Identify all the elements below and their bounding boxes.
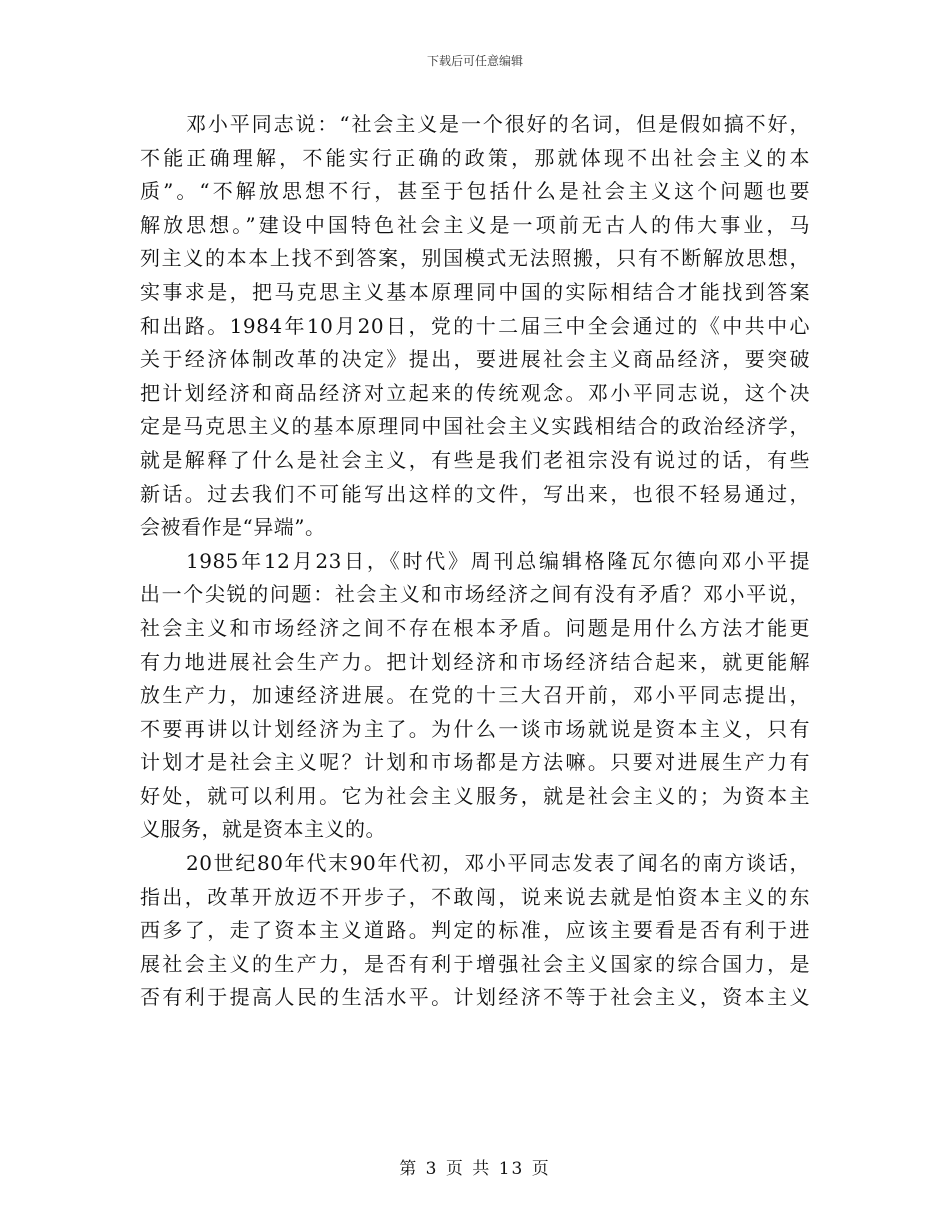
- paragraph-2: [140, 545, 810, 847]
- text-line: 20世纪80年代末90年代初，邓小平同志发表了闻名的南方谈话，: [186, 851, 810, 876]
- paragraph-3: [140, 847, 810, 1015]
- text-line: 关于经济体制改革的决定》提出，要进展社会主义商品经济，要突破: [140, 347, 810, 372]
- text-line: 否有利于提高人民的生活水平。计划经济不等于社会主义，资本主义: [140, 985, 810, 1010]
- text-line: 义服务，就是资本主义的。: [140, 817, 386, 842]
- text-line: 新话。过去我们不可能写出这样的文件，写出来，也很不轻易通过，: [140, 481, 810, 506]
- page-number: 第 3 页 共 13 页: [399, 1159, 551, 1179]
- text-line: 和出路。1984年10月20日，党的十二届三中全会通过的《中共中心: [140, 313, 810, 338]
- text-line: 计划才是社会主义呢？计划和市场都是方法嘛。只要对进展生产力有: [140, 750, 810, 775]
- text-line: 把计划经济和商品经济对立起来的传统观念。邓小平同志说，这个决: [140, 380, 810, 405]
- text-line: 邓小平同志说：“社会主义是一个很好的名词，但是假如搞不好，: [186, 112, 810, 136]
- text-line: 就是解释了什么是社会主义，有些是我们老祖宗没有说过的话，有些: [140, 447, 810, 472]
- text-line: 西多了，走了资本主义道路。判定的标准，应该主要看是否有利于进: [140, 918, 810, 943]
- document-body: [140, 108, 810, 1015]
- text-line: 质”。“不解放思想不行，甚至于包括什么是社会主义这个问题也要: [140, 179, 810, 204]
- text-line: 列主义的本本上找不到答案，别国模式无法照搬，只有不断解放思想，: [140, 246, 810, 271]
- paragraph-1: [140, 108, 810, 545]
- text-line: 不能正确理解，不能实行正确的政策，那就体现不出社会主义的本: [140, 145, 810, 170]
- text-line: 会被看作是“异端”。: [140, 515, 326, 540]
- page-header: [0, 52, 950, 69]
- text-line: 好处，就可以利用。它为社会主义服务，就是社会主义的；为资本主: [140, 783, 810, 808]
- header-note: 下载后可任意编辑: [426, 54, 523, 68]
- text-line: 社会主义和市场经济之间不存在根本矛盾。问题是用什么方法才能更: [140, 615, 810, 640]
- text-line: 有力地进展社会生产力。把计划经济和市场经济结合起来，就更能解: [140, 649, 810, 674]
- text-line: 展社会主义的生产力，是否有利于增强社会主义国家的综合国力，是: [140, 951, 810, 976]
- text-line: 1985年12月23日，《时代》周刊总编辑格隆瓦尔德向邓小平提: [186, 548, 810, 573]
- text-line: 指出，改革开放迈不开步子，不敢闯，说来说去就是怕资本主义的东: [140, 884, 810, 909]
- text-line: 放生产力，加速经济进展。在党的十三大召开前，邓小平同志提出，: [140, 683, 810, 708]
- text-line: 实事求是，把马克思主义基本原理同中国的实际相结合才能找到答案: [140, 279, 810, 304]
- text-line: 出一个尖锐的问题：社会主义和市场经济之间有没有矛盾？邓小平说，: [140, 582, 810, 607]
- page-footer: [0, 1154, 950, 1179]
- text-line: 不要再讲以计划经济为主了。为什么一谈市场就说是资本主义，只有: [140, 716, 810, 741]
- text-line: 定是马克思主义的基本原理同中国社会主义实践相结合的政治经济学，: [140, 414, 810, 439]
- text-line: 解放思想。”建设中国特色社会主义是一项前无古人的伟大事业，马: [140, 212, 810, 237]
